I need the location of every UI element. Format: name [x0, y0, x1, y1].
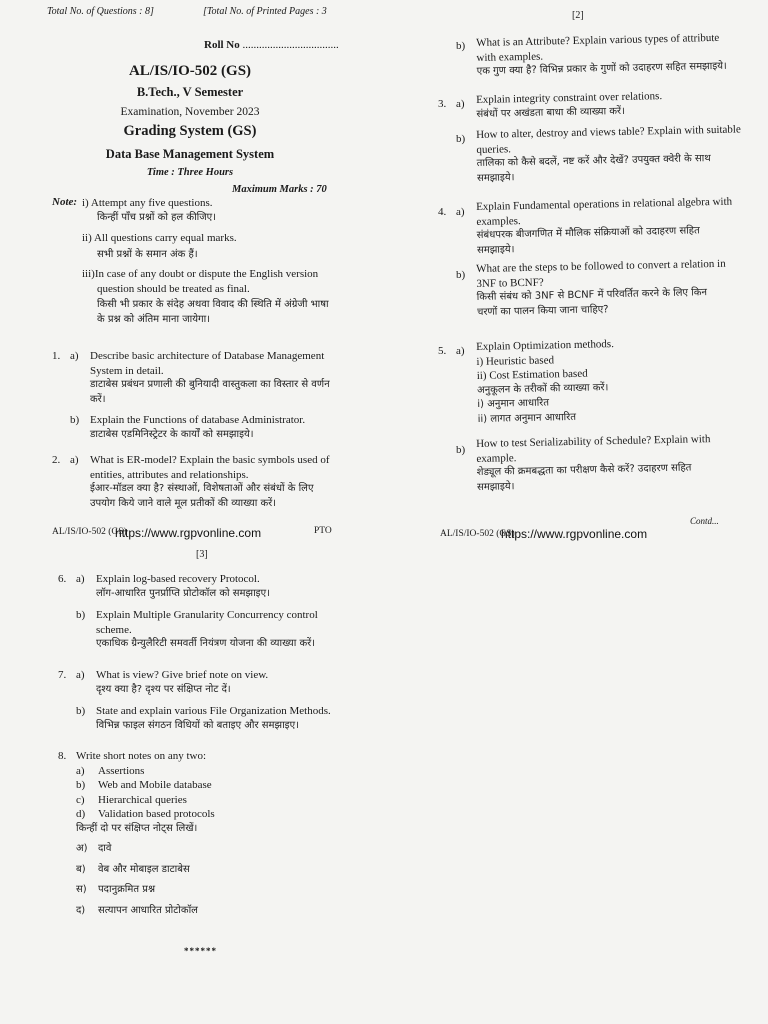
q8: Write short notes on any two: a) Assertions b) Web and Mobile database c) Hierarchical queries d) Validation based protocols किन्हीं दो पर संक्षिप्त नोट्स लिखें। अ) दावे ब) वेब और मोबाइल डाटाबेस स) पदानुक्रमित प्रश्न द) सत्यापन आधारित प्रोटोकॉल	[76, 749, 336, 918]
footer-url[interactable]: https://www.rgpvonline.com	[115, 526, 262, 540]
q2-a: What is ER-model? Explain the basic symbols used of entities, attributes and relationships. ईआर-मॉडल क्या है? संस्थाओं, विशेषताओं और संबंधों के लिए उपयोग किये जाने वाले मूल प्रतीकों की व्याख्या करें।	[90, 454, 330, 509]
q8-item: b) Web and Mobile database	[76, 779, 212, 792]
q7-a-label: a)	[76, 669, 85, 681]
q4-a-label: a)	[456, 206, 465, 218]
note-item-hindi: किन्हीं पाँच प्रश्नों को हल कीजिए।	[97, 211, 216, 223]
q1-number: 1.	[52, 350, 61, 362]
q3-b: How to alter, destroy and views table? Explain with suitable queries. तालिका को कैसे बदलें, नष्ट करें और देखें? उपयुक्त क्वेरी के साथ समझाइये।	[476, 123, 741, 184]
paper-code: AL/IS/IO-502 (GS)	[128, 63, 252, 79]
q8-item: a) Assertions	[76, 764, 145, 777]
total-pages: [Total No. of Printed Pages : 3	[203, 6, 327, 17]
q5-b: How to test Serializability of Schedule? Explain with example. शेड्यूल की क्रमबद्धता का परीक्षण कैसे करें? उदाहरण सहित समझाइये।	[476, 433, 711, 493]
course: B.Tech., V Semester	[136, 85, 244, 99]
q4-b-label: b)	[456, 269, 466, 281]
q1-b: Explain the Functions of database Administrator. डाटाबेस एडमिनिस्ट्रेटर के कार्यों को समझाइये।	[90, 414, 306, 440]
q3-b-label: b)	[456, 133, 466, 145]
pto: PTO	[314, 526, 332, 536]
q2-number: 2.	[52, 454, 61, 466]
q2-a-label: a)	[70, 454, 79, 466]
q7-b: State and explain various File Organization Methods. विभिन्न फाइल संगठन विधियों को बताइए और समझाइए।	[96, 705, 331, 731]
max-marks: Maximum Marks : 70	[232, 184, 327, 195]
q8-item: d) Validation based protocols	[76, 808, 215, 821]
q5-b-label: b)	[456, 444, 466, 456]
roll-no-label: Roll No	[204, 39, 240, 51]
notes	[82, 196, 332, 327]
note-item: iii)In case of any doubt or dispute the English version	[82, 268, 319, 281]
total-questions: Total No. of Questions : 8]	[47, 6, 154, 17]
q6-a: Explain log-based recovery Protocol. लॉग-आधारित पुनर्प्राप्ति प्रोटोकॉल को समझाइए।	[96, 573, 270, 599]
q8-item-hindi: अ) दावे	[76, 843, 112, 855]
q7-b-label: b)	[76, 705, 86, 717]
note-item-hindi: के प्रश्न को अंतिम माना जायेगा।	[97, 313, 211, 325]
footer-code: AL/IS/IO-502 (GS)	[440, 529, 515, 539]
q6-number: 6.	[58, 573, 67, 585]
q7-number: 7.	[58, 669, 67, 681]
q7-a: What is view? Give brief note on view. दृश्य क्या है? दृश्य पर संक्षिप्त नोट दें।	[96, 669, 269, 695]
q8-item-hindi: ब) वेब और मोबाइल डाटाबेस	[76, 863, 190, 875]
q6-b-label: b)	[76, 609, 86, 621]
note-label: Note:	[52, 196, 78, 208]
footer-url[interactable]: https://www.rgpvonline.com	[501, 527, 648, 541]
contd: Contd...	[690, 516, 719, 526]
q3-a-label: a)	[456, 98, 465, 110]
q6-a-label: a)	[76, 573, 85, 585]
q3-number: 3.	[438, 98, 447, 110]
q8-item: c) Hierarchical queries	[76, 793, 187, 806]
footer-code: AL/IS/IO-502 (GS)	[52, 527, 127, 537]
q4-b: What are the steps to be followed to convert a relation in 3NF to BCNF? किसी संबंध को 3NF से BCNF में परिवर्तित करने के लिए किन चरणों का पालन किया जाना चाहिए?	[476, 257, 726, 318]
q2-b-label: b)	[456, 40, 466, 52]
q6-b: Explain Multiple Granularity Concurrency control scheme. एकाधिक ग्रैन्युलैरिटी समवर्ती नियंत्रण योजना की व्याख्या करें।	[96, 609, 318, 650]
q1-b-label: b)	[70, 414, 80, 426]
page-number: [3]	[196, 549, 208, 560]
page-number: [2]	[572, 10, 584, 21]
q4-number: 4.	[438, 206, 447, 218]
note-item-hindi: किसी भी प्रकार के संदेह अथवा विवाद की स्थिति में अंग्रेजी भाषा	[97, 299, 329, 311]
q1-a-label: a)	[70, 350, 79, 362]
q8-item-hindi: द) सत्यापन आधारित प्रोटोकॉल	[76, 904, 198, 916]
q4-a: Explain Fundamental operations in relational algebra with examples. संबंधपरक बीजगणित में मौलिक संक्रियाओं को उदाहरण सहित समझाइये।	[476, 195, 733, 256]
time: Time : Three Hours	[146, 167, 234, 178]
q5-a-label: a)	[456, 345, 465, 357]
q3-a: Explain integrity constraint over relations. संबंधों पर अखंडता बाधा की व्याख्या करें।	[476, 90, 663, 120]
q2-b: What is an Attribute? Explain various types of attribute with examples. एक गुण क्या है? विभिन्न प्रकार के गुणों को उदाहरण सहित समझाइये।	[476, 31, 727, 78]
grading-system: Grading System (GS)	[123, 123, 257, 139]
q1-a: Describe basic architecture of Database Management System in detail. डाटाबेस प्रबंधन प्रणाली की बुनियादी वास्तुकला का विस्तार से वर्णन करें।	[90, 350, 330, 405]
exam-session: Examination, November 2023	[120, 106, 260, 118]
q8-item-hindi: स) पदानुक्रमित प्रश्न	[76, 884, 156, 896]
q5-number: 5.	[438, 345, 447, 357]
end-marker: ******	[184, 946, 217, 956]
note-item: ii) All questions carry equal marks.	[82, 232, 237, 245]
note-item: i) Attempt any five questions.	[82, 197, 213, 209]
q5-a: Explain Optimization methods. i) Heuristic based ii) Cost Estimation based अनुकूलन के तरीकों की व्याख्या करें। i) अनुमान आधारित ii) लागत अनुमान आधारित	[476, 338, 615, 425]
subject: Data Base Management System	[105, 147, 275, 161]
note-item-hindi: सभी प्रश्नों के समान अंक हैं।	[97, 248, 198, 260]
q8-number: 8.	[58, 750, 67, 762]
roll-no-dots: ...................................	[242, 39, 339, 51]
roll-no	[204, 38, 339, 53]
note-item-cont: question should be treated as final.	[97, 282, 250, 295]
